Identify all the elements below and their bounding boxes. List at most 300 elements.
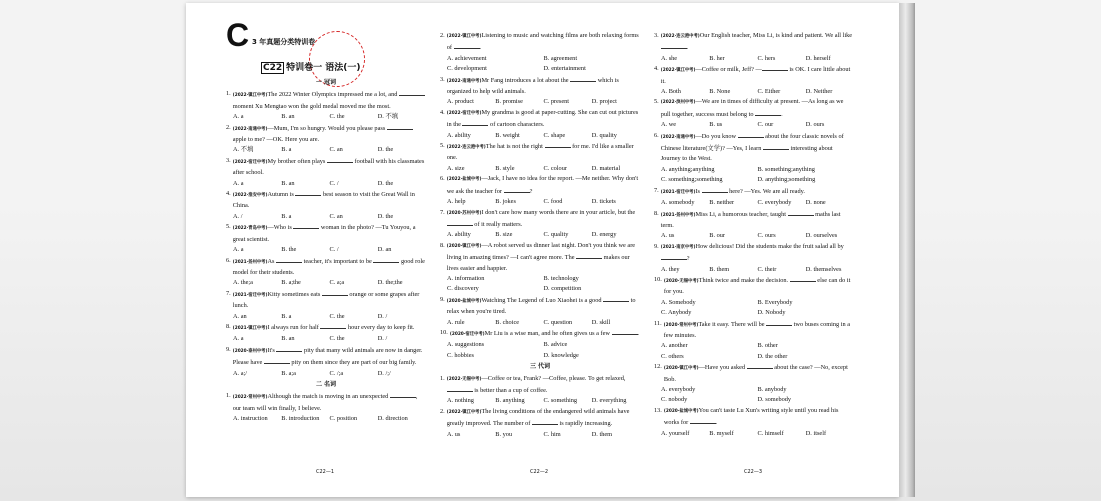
answer-option: A. product <box>447 98 474 106</box>
question-source-tag: (2021·扬州中考) <box>660 212 696 218</box>
question-number: 5. <box>654 98 659 106</box>
answer-option: B. anything <box>495 397 525 405</box>
question-text: (2020·盐城中考)Watching The Legend of Luo Xiaohei is a good to relax when you're tired. <box>446 296 636 316</box>
answer-option: D. quality <box>591 131 617 139</box>
answer-option: A. Somebody <box>661 298 696 306</box>
answer-option: A. / <box>233 212 243 220</box>
answer-options <box>654 429 854 439</box>
question-item <box>440 75 640 98</box>
answer-blank <box>322 289 348 296</box>
question-number: 3. <box>226 156 231 164</box>
answer-blank <box>276 256 302 263</box>
question-item <box>440 328 640 340</box>
answer-option: C. our <box>757 121 774 129</box>
question-number: 8. <box>226 322 231 330</box>
answer-options <box>226 179 426 189</box>
answer-blank <box>399 89 425 96</box>
answer-options <box>440 97 640 107</box>
question-item <box>440 407 640 430</box>
question-text: (2022·盐城中考)—Jack, I have no idea for the report. —Me neither. Why don't we ask the teacher for ? <box>446 175 639 195</box>
question-item <box>654 131 854 165</box>
answer-blank <box>661 42 687 49</box>
answer-option: C. their <box>757 265 777 273</box>
question-item <box>654 64 854 87</box>
answer-option: C. question <box>543 318 573 326</box>
question-source-tag: (2020·泰州中考) <box>232 348 268 354</box>
answer-option: D. material <box>591 164 621 172</box>
answer-option: C. the <box>329 312 345 320</box>
question-source-tag: (2020·宿迁中考) <box>449 331 485 337</box>
answer-option: A. rule <box>447 318 465 326</box>
answer-option: C. present <box>543 98 570 106</box>
answer-option: D. an <box>377 246 392 254</box>
question-number: 13. <box>654 406 662 414</box>
question-item <box>226 222 426 245</box>
question-source-tag: (2020·苏州中考) <box>446 210 482 216</box>
question-item <box>440 108 640 131</box>
question-number: 1. <box>440 374 445 382</box>
question-number: 10. <box>654 275 662 283</box>
answer-blank <box>504 186 530 193</box>
answer-blank <box>454 42 480 49</box>
page-header <box>226 17 426 83</box>
question-item <box>654 242 854 265</box>
answer-option: B. a <box>281 146 292 154</box>
question-text: (2021·扬州中考)Miss Li, a humorous teacher, taught maths last term. <box>660 210 841 229</box>
question-source-tag: (2022·连云港中考) <box>660 34 700 39</box>
answer-option: A. size <box>447 164 465 172</box>
question-text: (2021·镇江中考)I always run for half hour every day to keep fit. <box>232 323 415 331</box>
question-source-tag: (2020·盐城中考) <box>663 408 699 414</box>
answer-option: A. another <box>661 342 688 350</box>
question-item <box>226 391 426 414</box>
question-text: (2020·宿迁中考)Mr Liu is a wise man, and he often gives us a few . <box>449 329 640 337</box>
column-1 <box>226 77 426 425</box>
question-item <box>226 89 426 112</box>
question-source-tag: (2022·滨州中考) <box>660 100 696 106</box>
answer-blank <box>327 156 353 163</box>
question-item <box>226 289 426 312</box>
answer-options <box>226 112 426 122</box>
answer-option: D. ours <box>805 121 825 129</box>
answer-option: D. energy <box>591 231 617 239</box>
question-source-tag: (2021·扬州中考) <box>232 259 268 265</box>
answer-option: D. entertainment <box>543 65 586 73</box>
answer-option: B. us <box>709 121 723 129</box>
answer-option: D. themselves <box>805 265 842 273</box>
question-text: (2021·扬州中考)As teacher, it's important to be good role model for their students. <box>232 257 425 276</box>
question-number: 8. <box>654 209 659 217</box>
question-number: 6. <box>654 131 659 139</box>
answer-blank <box>661 253 687 260</box>
answer-option: B. a <box>281 212 292 220</box>
question-source-tag: (2022·连云港中考) <box>446 145 486 151</box>
answer-option: A. Both <box>661 88 681 96</box>
question-text: (2022·南通中考)—Mum, I'm so hungry. Would you please pass apple to me? —OK. Here you are. <box>233 123 426 146</box>
question-text: (2020·无锡中考)Think twice and make the decision. else can do it for you. <box>663 276 851 296</box>
answer-option: A. help <box>447 198 466 206</box>
answer-options <box>226 278 426 288</box>
answer-option: B. you <box>495 430 513 438</box>
question-text: (2022·宿迁中考)My brother often plays football with his classmates after school. <box>232 157 425 177</box>
answer-blank <box>276 345 302 352</box>
question-item <box>654 97 854 120</box>
answer-options <box>654 198 854 208</box>
answer-option: C. hobbies <box>447 351 474 359</box>
answer-option: D. herself <box>805 54 831 62</box>
answer-option: B. size <box>495 231 513 239</box>
answer-option: C. discovery <box>447 285 479 293</box>
answer-option: A. a <box>233 179 244 187</box>
question-source-tag: (2022·无锡中考) <box>446 376 482 382</box>
answer-option: C. /;a <box>329 369 344 377</box>
question-source-tag: (2021·南京中考) <box>660 244 696 250</box>
question-number: 1. <box>226 90 231 98</box>
answer-option: D. the <box>377 146 394 154</box>
question-source-tag: (2022·南通中考) <box>232 126 268 132</box>
answer-option: A. they <box>661 265 680 273</box>
answer-option: D. tickets <box>591 198 616 206</box>
question-item <box>226 256 426 279</box>
question-source-tag: (2022·常州中考) <box>232 395 268 401</box>
answer-option: B. advice <box>543 341 568 349</box>
question-text: (2020·镇江中考)—A robot served us dinner last night. Don't you think we are living in amazing times? —I can't agree more. The makes our lives easier and happier. <box>446 241 636 272</box>
answer-option: A. instruction <box>233 415 268 423</box>
answer-option: A. we <box>661 121 677 129</box>
question-source-tag: (2021·宿迁中考) <box>232 292 268 298</box>
answer-options <box>440 197 640 207</box>
answer-option: D. the;the <box>377 279 403 287</box>
question-text: (2022·滨州中考)—We are in times of difficulty at present. —As long as we pull together, success must belong to . <box>660 98 844 118</box>
answer-option: C. nobody <box>661 396 688 404</box>
column-3 <box>654 31 854 439</box>
code-box: C22 <box>263 63 283 73</box>
answer-option: C. others <box>661 352 684 360</box>
answer-option: B. anybody <box>757 386 787 393</box>
answer-option: C. colour <box>543 164 567 172</box>
answer-option: D. the <box>377 212 394 220</box>
answer-blank <box>387 123 413 130</box>
question-text: (2022·宿迁中考)My grandma is good at paper-cutting. She can cut out pictures in the of cartoon characters. <box>446 108 639 129</box>
section-heading: 一 冠词 <box>315 79 337 86</box>
answer-blank <box>532 418 558 425</box>
page-number-1: C22—1 <box>316 469 335 475</box>
answer-option: C. something;something <box>661 176 723 184</box>
question-item <box>226 345 426 369</box>
question-item <box>654 31 854 54</box>
answer-blank <box>755 109 781 116</box>
document-page <box>186 3 899 497</box>
answer-option: A. ability <box>447 131 471 139</box>
answer-option: B. agreement <box>543 54 578 62</box>
answer-option: C. himself <box>757 429 784 437</box>
answer-option: C. the <box>329 335 345 343</box>
answer-blank <box>747 362 773 369</box>
title-text: 特训卷一 语法(一) <box>286 63 361 73</box>
page-number-3: C22—3 <box>744 469 763 475</box>
question-source-tag: (2022·青岛中考) <box>232 226 268 232</box>
question-text: (2020·盐城中考)You can't taste Lu Xun's writing style until you read his works for . <box>663 406 839 427</box>
answer-option: B. a <box>281 312 292 320</box>
answer-options <box>654 385 854 406</box>
question-text: (2022·连云港中考)Our English teacher, Miss Li, is kind and patient. We all like . <box>660 32 853 52</box>
answer-option: D. the other <box>757 352 788 360</box>
question-item <box>440 241 640 274</box>
answer-option: D. / <box>377 312 388 320</box>
answer-option: D. 不填 <box>377 113 399 121</box>
question-item <box>440 208 640 231</box>
question-text: (2020·泰州中考)It's pity that many wild animals are now in danger. Please have pity on them since they are part of our big family. <box>232 346 423 367</box>
answer-option: B. choice <box>495 318 520 326</box>
question-source-tag: (2020·镇江中考) <box>663 366 699 372</box>
answer-option: B. myself <box>709 429 734 437</box>
answer-option: B. something;anything <box>757 165 815 173</box>
answer-option: B. our <box>709 232 725 240</box>
question-number: 4. <box>440 108 445 116</box>
question-item <box>654 319 854 342</box>
question-text: (2022·连云港中考)The hat is not the right for me. I'd like a smaller one. <box>446 143 634 162</box>
answer-option: A. us <box>447 430 461 438</box>
page-number-2: C22—2 <box>530 469 549 475</box>
series-subtitle: 3 年真题分类特训卷 <box>252 38 316 46</box>
answer-option: C. Anybody <box>661 309 692 317</box>
question-item <box>654 406 854 429</box>
answer-blank <box>373 256 399 263</box>
question-source-tag: (2022·宿迁中考) <box>446 110 482 116</box>
answer-option: B. technology <box>543 274 579 282</box>
answer-option: C. ours <box>757 232 776 240</box>
answer-option: C. Either <box>757 88 781 96</box>
question-text: (2022·南通中考)Mr Fang introduces a lot about the which is organized to help wild animals. <box>446 76 619 96</box>
answer-blank <box>570 75 596 82</box>
question-number: 3. <box>654 32 659 39</box>
page-title <box>261 60 361 73</box>
answer-option: C. an <box>329 212 343 220</box>
answer-option: A. information <box>447 274 485 282</box>
answer-option: D. somebody <box>757 396 792 404</box>
answer-options <box>226 245 426 255</box>
answer-option: D. anything;something <box>757 176 816 184</box>
answer-options <box>654 231 854 241</box>
question-text: (2022·镇江中考)The 2022 Winter Olympics impressed me a lot, and moment Xu Mengtao won the gold medal moved me the most. <box>233 89 426 112</box>
question-text: (2022·常州中考)Although the match is moving in an unexpected , our team will win finally, I believe. <box>232 393 418 412</box>
question-text: (2022·淮安中考)Autumn is best season to visit the Great Wall in China. <box>232 191 415 210</box>
column-2 <box>440 31 640 440</box>
answer-blank <box>293 222 319 229</box>
answer-option: C. shape <box>543 131 566 139</box>
answer-option: A. somebody <box>661 199 695 207</box>
answer-blank <box>603 295 629 302</box>
answer-option: D. Neither <box>805 88 833 96</box>
question-number: 12. <box>654 363 662 371</box>
question-text: (2020·苏州中考)I don't care how many words there are in your article, but the of it really matters. <box>446 208 636 228</box>
question-number: 3. <box>440 75 445 83</box>
answer-options <box>654 87 854 97</box>
question-text: (2020·镇江中考)—Have you asked about the case? —No, except Bob. <box>663 364 848 383</box>
answer-option: D. knowledge <box>543 351 579 359</box>
answer-blank <box>264 357 290 364</box>
question-number: 10. <box>440 328 448 336</box>
answer-option: B. the <box>281 246 297 254</box>
answer-option: B. jokes <box>495 198 516 206</box>
answer-option: C. food <box>543 198 563 206</box>
answer-option: A. ability <box>447 231 471 239</box>
answer-option: D. everything <box>591 397 627 405</box>
question-source-tag: (2022·淮安中考) <box>232 193 268 199</box>
question-source-tag: (2020·镇江中考) <box>446 243 482 249</box>
answer-option: D. the <box>377 179 394 187</box>
answer-option: B. a;a <box>281 369 296 377</box>
answer-blank <box>738 131 764 138</box>
answer-options <box>440 274 640 295</box>
answer-option: B. a;the <box>281 279 301 287</box>
question-source-tag: (2021·镇江中考) <box>232 325 268 331</box>
question-number: 7. <box>654 186 659 194</box>
question-number: 6. <box>440 175 445 183</box>
answer-blank <box>790 275 816 282</box>
answer-option: D. none <box>805 199 826 207</box>
answer-blank <box>788 209 814 216</box>
question-item <box>440 295 640 318</box>
question-number: 9. <box>226 345 231 353</box>
answer-options <box>440 131 640 141</box>
answer-option: C. development <box>447 65 487 73</box>
question-number: 2. <box>440 407 445 415</box>
answer-option: A. anything;anything <box>661 165 715 173</box>
answer-option: B. Everybody <box>757 298 793 306</box>
question-item <box>226 189 426 212</box>
answer-options <box>654 298 854 319</box>
answer-option: C. quality <box>543 231 569 239</box>
answer-blank <box>462 119 488 126</box>
answer-option: A. a <box>233 246 244 254</box>
question-text: (2021·南京中考)How delicious! Did the students make the fruit salad all by ? <box>660 242 844 263</box>
answer-options <box>440 54 640 75</box>
answer-options <box>654 341 854 362</box>
answer-option: A. nothing <box>447 397 474 405</box>
question-item <box>440 141 640 164</box>
answer-options <box>226 414 426 424</box>
answer-option: B. an <box>281 335 295 343</box>
question-number: 7. <box>440 208 445 216</box>
answer-option: D. ourselves <box>805 232 838 240</box>
answer-option: C. hers <box>757 54 776 62</box>
answer-blank <box>447 219 473 226</box>
answer-option: B. an <box>281 179 295 187</box>
answer-option: A. a <box>233 113 244 121</box>
answer-options <box>440 396 640 406</box>
answer-options <box>226 145 426 155</box>
answer-blank <box>690 417 716 424</box>
answer-blank <box>762 64 788 71</box>
answer-option: A. the;a <box>233 279 253 287</box>
answer-blank <box>763 143 789 150</box>
answer-option: C. something <box>543 397 578 405</box>
question-number: 8. <box>440 241 445 249</box>
answer-option: C. the <box>329 113 345 121</box>
answer-option: B. None <box>709 88 731 96</box>
question-item <box>654 186 854 198</box>
question-number: 1. <box>226 392 231 400</box>
question-source-tag: (2022·镇江中考) <box>446 34 482 39</box>
answer-blank <box>576 252 602 259</box>
question-item <box>440 374 640 397</box>
answer-option: C. / <box>329 246 339 254</box>
question-source-tag: (2022·镇江中考) <box>232 93 268 99</box>
answer-options <box>654 54 854 64</box>
answer-options <box>440 164 640 174</box>
question-item <box>226 123 426 146</box>
answer-option: D. / <box>377 335 388 343</box>
answer-options <box>440 430 640 440</box>
question-source-tag: (2022·盐城中考) <box>446 177 482 183</box>
answer-option: B. her <box>709 54 725 62</box>
question-text: (2020·常州中考)Take it easy. There will be two buses coming in a few minutes. <box>663 320 850 339</box>
question-source-tag: (2022·宿迁中考) <box>232 159 268 165</box>
question-number: 7. <box>226 289 231 297</box>
answer-options <box>654 265 854 275</box>
answer-option: A. an <box>233 312 247 320</box>
question-item <box>654 362 854 385</box>
answer-option: B. style <box>495 164 515 172</box>
answer-options <box>226 369 426 379</box>
question-number: 5. <box>440 142 445 150</box>
question-text: (2022·南通中考)—Do you know about the four classic novels of Chinese literature(文学)? —Yes, I learn interesting about Journey to the West. <box>660 132 844 163</box>
answer-option: C. him <box>543 430 561 438</box>
answer-option: D. competition <box>543 285 582 293</box>
question-source-tag: (2021·宿迁中考) <box>660 189 696 195</box>
answer-blank <box>702 186 728 193</box>
question-text: (2022·无锡中考)—Coffee or tea, Frank? —Coffee, please. To get relaxed, is better than a cup of coffee. <box>446 374 626 394</box>
question-text: (2021·宿迁中考)Kitty sometimes eats orange or some grapes after lunch. <box>232 290 420 310</box>
answer-options <box>654 120 854 130</box>
question-source-tag: (2020·盐城中考) <box>446 298 482 304</box>
answer-blank <box>320 322 346 329</box>
answer-blank <box>766 319 792 326</box>
answer-option: B. weight <box>495 131 520 139</box>
answer-blank <box>390 391 416 398</box>
answer-option: A. yourself <box>661 429 690 437</box>
answer-options <box>440 340 640 361</box>
answer-option: D. direction <box>377 415 408 423</box>
question-item <box>440 31 640 54</box>
answer-option: D. /;/ <box>377 369 391 377</box>
answer-option: C. / <box>329 179 339 187</box>
question-text: (2022·镇江中考)The living conditions of the endangered wild animals have greatly improved. The number of is rapidly increasing. <box>446 407 630 428</box>
answer-option: D. Nobody <box>757 309 786 317</box>
answer-option: D. them <box>591 430 613 438</box>
answer-options <box>226 334 426 344</box>
series-letter: C <box>226 17 250 53</box>
answer-option: B. promise <box>495 98 523 106</box>
answer-option: C. position <box>329 415 358 423</box>
question-number: 5. <box>226 223 231 231</box>
question-number: 11. <box>654 319 662 327</box>
question-source-tag: (2022·镇江中考) <box>660 68 696 74</box>
question-source-tag: (2022·镇江中考) <box>446 409 482 415</box>
question-number: 9. <box>440 295 445 303</box>
question-item <box>654 275 854 298</box>
answer-options <box>654 165 854 186</box>
question-number: 6. <box>226 256 231 264</box>
answer-options <box>440 230 640 240</box>
question-source-tag: (2020·常州中考) <box>663 322 699 328</box>
answer-option: C. everybody <box>757 199 792 207</box>
answer-option: B. an <box>281 113 295 121</box>
answer-option: C. a;a <box>329 279 345 287</box>
question-source-tag: (2020·无锡中考) <box>663 278 699 284</box>
answer-option: A. a <box>233 335 244 343</box>
